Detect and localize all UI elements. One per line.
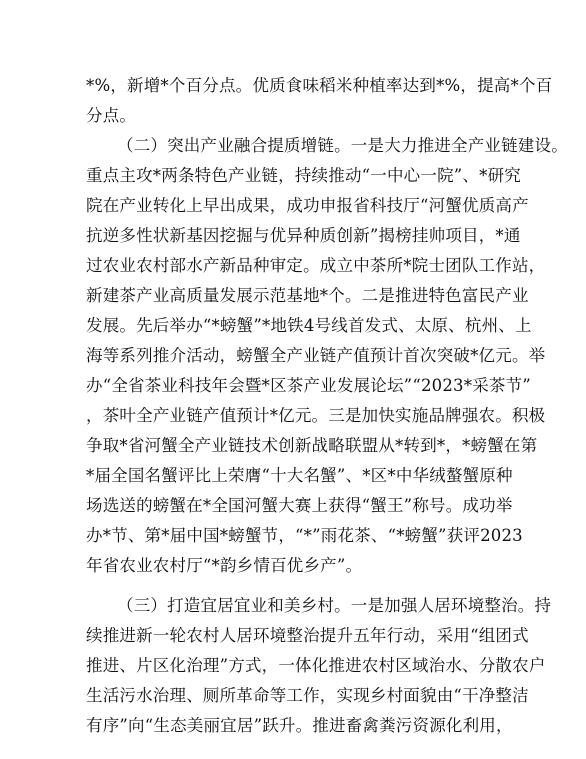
text-line: 过农业农村部水产新品种审定。成立中茶所*院士团队工作站， xyxy=(86,256,546,275)
text-line: 续推进新一轮农村人居环境整治提升五年行动，采用“组团式 xyxy=(86,626,529,645)
text-line: 场选送的螃蟹在*全国河蟹大赛上获得“蟹王”称号。成功举 xyxy=(86,496,513,515)
text-line: 争取*省河蟹全产业链技术创新战略联盟从*转到*，*螃蟹在第 xyxy=(86,436,538,455)
text-line: 办“全省茶业科技年会暨*区茶产业发展论坛”“2023*采茶节” xyxy=(86,376,531,395)
section-heading-line: （三）打造宜居宜业和美乡村。一是加强人居环境整治。持 xyxy=(117,596,552,615)
text-line: 有序”向“生态美丽宜居”跃升。推进畜禽粪污资源化利用， xyxy=(86,716,513,735)
text-line: 发展。先后举办“*螃蟹”*地铁4号线首发式、太原、杭州、上 xyxy=(86,316,532,335)
text-line: 海等系列推介活动，螃蟹全产业链产值预计首次突破*亿元。举 xyxy=(86,346,546,365)
text-line: 院在产业转化上早出成果，成功申报省科技厅“河蟹优质高产 xyxy=(86,196,529,215)
text-line: 年省农业农村厅“*韵乡情百优乡产”。 xyxy=(86,556,363,575)
section-heading-line: （二）突出产业融合提质增链。一是大力推进全产业链建设。 xyxy=(117,136,568,155)
text-line: ，茶叶全产业链产值预计*亿元。三是加快实施品牌强农。积极 xyxy=(86,406,546,425)
text-line: 办*节、第*届中国*螃蟹节，“*”雨花茶、“*螃蟹”获评2023 xyxy=(86,526,523,545)
text-line: *届全国名蟹评比上荣膺“十大名蟹”、*区*中华绒螯蟹原种 xyxy=(86,466,513,485)
text-line: 重点主攻*两条特色产业链，持续推动“一中心一院”、*研究 xyxy=(86,166,521,185)
text-line: 分点。 xyxy=(86,106,137,125)
text-line: 抗逆多性状新基因挖掘与优异种质创新”揭榜挂帅项目，*通 xyxy=(86,226,521,245)
text-line: 生活污水治理、厕所革命等工作，实现乡村面貌由“干净整洁 xyxy=(86,686,529,705)
text-line: 新建茶产业高质量发展示范基地*个。二是推进特色富民产业 xyxy=(86,286,529,305)
text-line: 推进、片区化治理”方式，一体化推进农村区域治水、分散农户 xyxy=(86,656,546,675)
text-line: *%，新增*个百分点。优质食味稻米种植率达到*%，提高*个百 xyxy=(86,76,553,95)
